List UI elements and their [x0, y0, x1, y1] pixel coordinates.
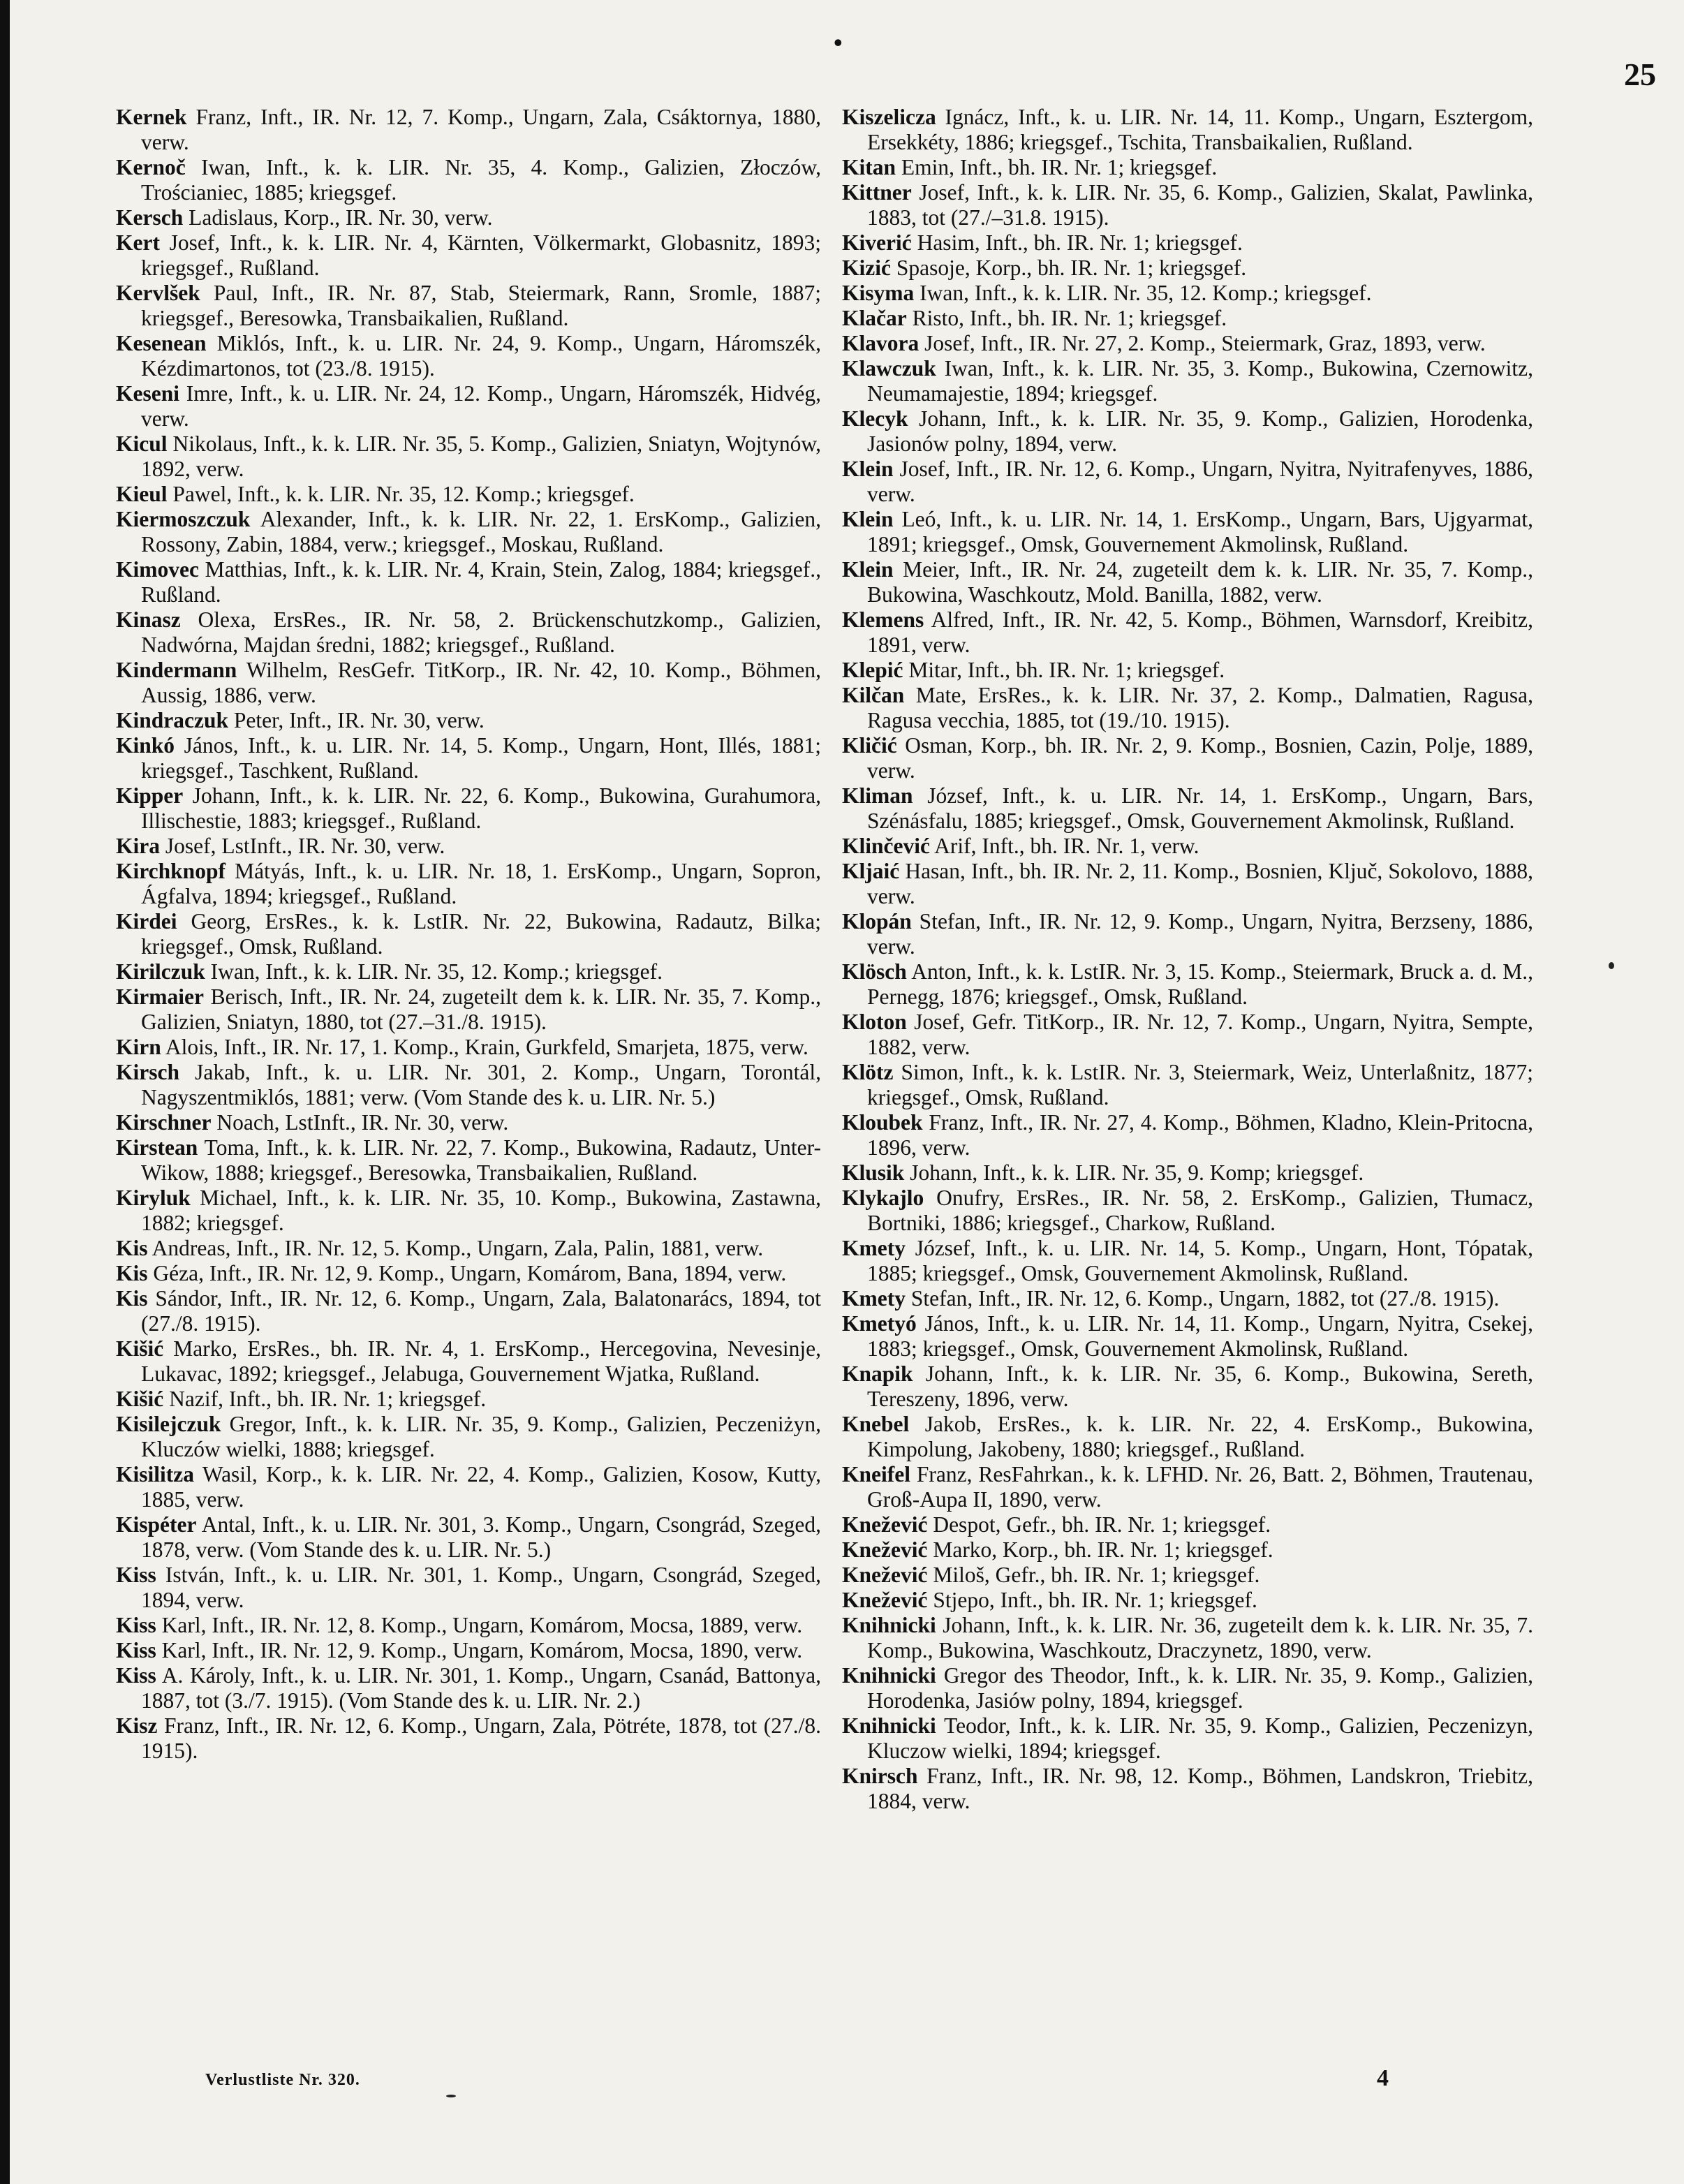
entry-details: Iwan, Inft., k. k. LIR. Nr. 35, 12. Komp.; kriegsgef.: [205, 959, 663, 984]
entry-surname: Kličić: [842, 733, 897, 758]
entry-details: Josef, Inft., k. k. LIR. Nr. 35, 6. Komp., Galizien, Skalat, Pawlinka, 1883, tot (27./–31.8. 1915).: [867, 180, 1533, 230]
left-column: [116, 105, 821, 1764]
entry-details: Mitar, Inft., bh. IR. Nr. 1; kriegsgef.: [903, 658, 1225, 682]
entry-surname: Kitan: [842, 155, 896, 179]
list-entry: [842, 607, 1533, 658]
list-entry: [116, 1286, 821, 1336]
entry-surname: Kinasz: [116, 607, 181, 632]
list-entry: [842, 1563, 1533, 1588]
list-entry: [842, 105, 1533, 155]
entry-details: Peter, Inft., IR. Nr. 30, verw.: [228, 708, 485, 732]
footer-signature-mark: 4: [1377, 2065, 1389, 2091]
entry-surname: Kiszelicza: [842, 105, 936, 129]
entry-surname: Kizić: [842, 256, 891, 280]
entry-details: Stjepo, Inft., bh. IR. Nr. 1; kriegsgef.: [927, 1588, 1257, 1612]
entry-surname: Kiryluk: [116, 1186, 191, 1210]
list-entry: [842, 1110, 1533, 1160]
entry-details: Sándor, Inft., IR. Nr. 12, 6. Komp., Ungarn, Zala, Balatonarács, 1894, tot (27./8. 1915).: [141, 1286, 821, 1336]
entry-details: Pawel, Inft., k. k. LIR. Nr. 35, 12. Komp.; kriegsgef.: [167, 482, 635, 506]
list-entry: [842, 557, 1533, 607]
list-entry: [842, 733, 1533, 783]
entry-surname: Kervlšek: [116, 281, 200, 305]
entry-details: A. Károly, Inft., k. u. LIR. Nr. 301, 1. Komp., Ungarn, Csanád, Battonya, 1887, tot (3./7. 1915). (Vom Stande des k. u. LIR. Nr. 2.): [141, 1663, 821, 1713]
entry-surname: Knežević: [842, 1537, 928, 1562]
list-entry: [842, 1713, 1533, 1764]
list-entry: [116, 205, 821, 230]
entry-details: Johann, Inft., k. k. LIR. Nr. 35, 9. Komp., Galizien, Horodenka, Jasionów polny, 1894, verw.: [867, 406, 1533, 456]
page-number: 25: [1624, 57, 1656, 92]
entry-details: Gregor des Theodor, Inft., k. k. LIR. Nr. 35, 9. Komp., Galizien, Horodenka, Jasiów polny, 1894, kriegsgef.: [867, 1663, 1533, 1713]
entry-details: Meier, Inft., IR. Nr. 24, zugeteilt dem k. k. LIR. Nr. 35, 7. Komp., Bukowina, Waschkoutz, Mold. Banilla, 1882, verw.: [867, 557, 1533, 607]
entry-surname: Klawczuk: [842, 356, 936, 381]
list-entry: [116, 708, 821, 733]
list-entry: [842, 1764, 1533, 1814]
list-entry: [116, 1613, 821, 1638]
list-entry: [116, 281, 821, 331]
entry-details: Josef, LstInft., IR. Nr. 30, verw.: [160, 834, 445, 858]
entry-details: Marko, Korp., bh. IR. Nr. 1; kriegsgef.: [927, 1537, 1273, 1562]
entry-surname: Kloton: [842, 1010, 907, 1034]
entry-details: Anton, Inft., k. k. LstIR. Nr. 3, 15. Komp., Steiermark, Bruck a. d. M., Pernegg, 1876; kriegsgef., Omsk, Rußland.: [867, 959, 1533, 1009]
entry-details: Alois, Inft., IR. Nr. 17, 1. Komp., Krain, Gurkfeld, Smarjeta, 1875, verw.: [161, 1035, 808, 1059]
list-entry: [842, 1588, 1533, 1613]
top-mark: •: [834, 29, 843, 57]
entry-surname: Keseni: [116, 381, 179, 406]
entry-surname: Knežević: [842, 1563, 928, 1587]
entry-details: Mate, ErsRes., k. k. LIR. Nr. 37, 2. Komp., Dalmatien, Ragusa, Ragusa vecchia, 1885, tot (19./10. 1915).: [867, 683, 1533, 732]
entry-details: Franz, Inft., IR. Nr. 27, 4. Komp., Böhmen, Kladno, Klein-Pritocna, 1896, verw.: [867, 1110, 1533, 1160]
entry-details: Paul, Inft., IR. Nr. 87, Stab, Steiermark, Rann, Sromle, 1887; kriegsgef., Beresowka, Transbaikalien, Rußland.: [141, 281, 821, 330]
list-entry: [842, 306, 1533, 331]
list-entry: [842, 406, 1533, 457]
entry-details: Franz, ResFahrkan., k. k. LFHD. Nr. 26, Batt. 2, Böhmen, Trautenau, Groß-Aupa II, 1890, verw.: [867, 1462, 1533, 1512]
entry-surname: Knežević: [842, 1512, 928, 1537]
entry-surname: Kmety: [842, 1286, 906, 1311]
entry-surname: Kiss: [116, 1638, 156, 1662]
entry-details: Risto, Inft., bh. IR. Nr. 1; kriegsgef.: [906, 306, 1227, 330]
list-entry: [116, 1663, 821, 1713]
entry-details: Iwan, Inft., k. k. LIR. Nr. 35, 12. Komp.; kriegsgef.: [914, 281, 1372, 305]
entry-surname: Kittner: [842, 180, 912, 205]
list-entry: [842, 256, 1533, 281]
entry-details: Johann, Inft., k. k. LIR. Nr. 35, 6. Komp., Bukowina, Sereth, Tereszeny, 1896, verw.: [867, 1362, 1533, 1411]
entry-details: Arif, Inft., bh. IR. Nr. 1, verw.: [929, 834, 1199, 858]
entry-details: Ignácz, Inft., k. u. LIR. Nr. 14, 11. Komp., Ungarn, Esztergom, Ersekkéty, 1886; kriegsgef., Tschita, Transbaikalien, Rußland.: [867, 105, 1533, 154]
list-entry: [842, 1311, 1533, 1362]
entry-details: Josef, Inft., IR. Nr. 27, 2. Komp., Steiermark, Graz, 1893, verw.: [919, 331, 1486, 355]
list-entry: [116, 105, 821, 155]
list-entry: [116, 1462, 821, 1512]
entry-surname: Klykajlo: [842, 1186, 924, 1210]
entry-details: Karl, Inft., IR. Nr. 12, 9. Komp., Ungarn, Komárom, Mocsa, 1890, verw.: [156, 1638, 803, 1662]
entry-surname: Klusik: [842, 1160, 905, 1185]
entry-details: Iwan, Inft., k. k. LIR. Nr. 35, 3. Komp., Bukowina, Czernowitz, Neumamajestie, 1894; kriegsgef.: [867, 356, 1533, 406]
entry-surname: Kis: [116, 1261, 148, 1285]
entry-surname: Kindermann: [116, 658, 237, 682]
list-entry: [116, 1713, 821, 1764]
list-entry: [116, 783, 821, 834]
list-entry: [842, 658, 1533, 683]
list-entry: [842, 783, 1533, 834]
entry-details: Osman, Korp., bh. IR. Nr. 2, 9. Komp., Bosnien, Cazin, Polje, 1889, verw.: [867, 733, 1533, 783]
list-entry: [116, 1135, 821, 1186]
entry-surname: Kernoč: [116, 155, 186, 179]
entry-surname: Klopán: [842, 909, 912, 934]
entry-details: Leó, Inft., k. u. LIR. Nr. 14, 1. ErsKomp., Ungarn, Bars, Ujgyarmat, 1891; kriegsgef., Omsk, Gouvernement Akmolinsk, Rußland.: [867, 507, 1533, 556]
list-entry: [116, 1035, 821, 1060]
entry-surname: Klein: [842, 557, 894, 582]
entry-surname: Kisilejczuk: [116, 1412, 221, 1436]
entry-details: Spasoje, Korp., bh. IR. Nr. 1; kriegsgef.: [890, 256, 1247, 280]
entry-surname: Kirmaier: [116, 984, 204, 1009]
list-entry: [116, 834, 821, 859]
list-entry: [842, 356, 1533, 406]
entry-details: József, Inft., k. u. LIR. Nr. 14, 5. Komp., Ungarn, Hont, Tópatak, 1885; kriegsgef., Omsk, Gouvernement Akmolinsk, Rußland.: [867, 1236, 1533, 1285]
entry-details: Nazif, Inft., bh. IR. Nr. 1; kriegsgef.: [163, 1387, 487, 1411]
entry-surname: Knapik: [842, 1362, 913, 1386]
entry-surname: Kis: [116, 1286, 148, 1311]
list-entry: [116, 1387, 821, 1412]
entry-surname: Kert: [116, 230, 160, 255]
list-entry: [116, 230, 821, 281]
entry-surname: Kiss: [116, 1613, 156, 1637]
list-entry: [842, 281, 1533, 306]
list-entry: [842, 683, 1533, 733]
entry-details: Karl, Inft., IR. Nr. 12, 8. Komp., Ungarn, Komárom, Mocsa, 1889, verw.: [156, 1613, 803, 1637]
entry-details: Georg, ErsRes., k. k. LstIR. Nr. 22, Bukowina, Radautz, Bilka; kriegsgef., Omsk, Rußland.: [141, 909, 821, 959]
list-entry: [116, 1336, 821, 1387]
entry-surname: Kneifel: [842, 1462, 910, 1486]
entry-details: Andreas, Inft., IR. Nr. 12, 5. Komp., Ungarn, Zala, Palin, 1881, verw.: [147, 1236, 764, 1260]
entry-surname: Kisyma: [842, 281, 915, 305]
list-entry: [116, 1110, 821, 1135]
entry-details: Franz, Inft., IR. Nr. 98, 12. Komp., Böhmen, Landskron, Triebitz, 1884, verw.: [867, 1764, 1533, 1813]
entry-details: Gregor, Inft., k. k. LIR. Nr. 35, 9. Komp., Galizien, Peczeniżyn, Kluczów wielki, 1888; kriegsgef.: [141, 1412, 821, 1461]
list-entry: [842, 155, 1533, 180]
list-entry: [842, 457, 1533, 507]
entry-surname: Kiermoszczuk: [116, 507, 251, 531]
list-entry: [842, 834, 1533, 859]
entry-surname: Kirchknopf: [116, 859, 226, 883]
entry-surname: Kira: [116, 834, 160, 858]
entry-details: Stefan, Inft., IR. Nr. 12, 6. Komp., Ungarn, 1882, tot (27./8. 1915).: [905, 1286, 1500, 1311]
entry-surname: Kišić: [116, 1336, 164, 1361]
entry-details: Berisch, Inft., IR. Nr. 24, zugeteilt dem k. k. LIR. Nr. 35, 7. Komp., Galizien, Sniatyn, 1880, tot (27.–31./8. 1915).: [141, 984, 821, 1034]
entry-surname: Kiss: [116, 1663, 156, 1688]
entry-details: Michael, Inft., k. k. LIR. Nr. 35, 10. Komp., Bukowina, Zastawna, 1882; kriegsgef.: [141, 1186, 821, 1235]
entry-details: Johann, Inft., k. k. LIR. Nr. 36, zugeteilt dem k. k. LIR. Nr. 35, 7. Komp., Bukowina, Waschkoutz, Draczynetz, 1890, verw.: [867, 1613, 1533, 1662]
list-entry: [842, 1060, 1533, 1110]
entry-surname: Knežević: [842, 1588, 928, 1612]
entry-surname: Klösch: [842, 959, 907, 984]
entry-surname: Kiss: [116, 1563, 156, 1587]
entry-details: Marko, ErsRes., bh. IR. Nr. 4, 1. ErsKomp., Hercegovina, Nevesinje, Lukavac, 1892; kriegsgef., Jelabuga, Gouvernement Wjatka, Rußland.: [141, 1336, 821, 1386]
entry-surname: Kloubek: [842, 1110, 923, 1135]
entry-surname: Klein: [842, 507, 894, 531]
list-entry: [842, 1613, 1533, 1663]
entry-details: Josef, Inft., IR. Nr. 12, 6. Komp., Ungarn, Nyitra, Nyitrafenyves, 1886, verw.: [867, 457, 1533, 506]
entry-surname: Kljaić: [842, 859, 900, 883]
list-entry: [116, 331, 821, 381]
list-entry: [842, 1286, 1533, 1311]
list-entry: [842, 1186, 1533, 1236]
entry-details: Noach, LstInft., IR. Nr. 30, verw.: [211, 1110, 509, 1135]
entry-surname: Kindraczuk: [116, 708, 229, 732]
entry-details: Josef, Inft., k. k. LIR. Nr. 4, Kärnten, Völkermarkt, Globasnitz, 1893; kriegsgef., Rußland.: [141, 230, 821, 280]
entry-surname: Knihnicki: [842, 1613, 936, 1637]
list-entry: [842, 1362, 1533, 1412]
list-entry: [116, 1186, 821, 1236]
list-entry: [842, 909, 1533, 959]
entry-details: Miklós, Inft., k. u. LIR. Nr. 24, 9. Komp., Ungarn, Háromszék, Kézdimartonos, tot (23./8. 1915).: [141, 331, 821, 381]
list-entry: [842, 180, 1533, 230]
entry-details: Simon, Inft., k. k. LstIR. Nr. 3, Steiermark, Weiz, Unterlaßnitz, 1877; kriegsgef., Omsk, Rußland.: [867, 1060, 1533, 1109]
entry-surname: Kirdei: [116, 909, 177, 934]
entry-details: János, Inft., k. u. LIR. Nr. 14, 11. Komp., Ungarn, Nyitra, Csekej, 1883; kriegsgef., Omsk, Gouvernement Akmolinsk, Rußland.: [867, 1311, 1533, 1361]
entry-details: Stefan, Inft., IR. Nr. 12, 9. Komp., Ungarn, Nyitra, Berzseny, 1886, verw.: [867, 909, 1533, 959]
entry-surname: Kinkó: [116, 733, 175, 758]
entry-details: Mátyás, Inft., k. u. LIR. Nr. 18, 1. ErsKomp., Ungarn, Sopron, Ágfalva, 1894; kriegsgef., Rußland.: [141, 859, 821, 908]
entry-details: Emin, Inft., bh. IR. Nr. 1; kriegsgef.: [896, 155, 1218, 179]
entry-details: János, Inft., k. u. LIR. Nr. 14, 5. Komp., Ungarn, Hont, Illés, 1881; kriegsgef., Taschkent, Rußland.: [141, 733, 821, 783]
entry-details: Antal, Inft., k. u. LIR. Nr. 301, 3. Komp., Ungarn, Csongrád, Szeged, 1878, verw. (Vom Stande des k. u. LIR. Nr. 5.): [141, 1512, 821, 1562]
list-entry: [116, 1638, 821, 1663]
entry-details: Jakab, Inft., k. u. LIR. Nr. 301, 2. Komp., Ungarn, Torontál, Nagyszentmiklós, 1881; verw. (Vom Stande des k. u. LIR. Nr. 5.): [141, 1060, 821, 1109]
entry-surname: Kisz: [116, 1713, 158, 1738]
list-entry: [116, 1060, 821, 1110]
entry-details: Matthias, Inft., k. k. LIR. Nr. 4, Krain, Stein, Zalog, 1884; kriegsgef., Rußland.: [141, 557, 821, 607]
list-entry: [116, 984, 821, 1035]
entry-surname: Kisilitza: [116, 1462, 194, 1486]
entry-details: Olexa, ErsRes., IR. Nr. 58, 2. Brückenschutzkomp., Galizien, Nadwórna, Majdan średni, 1882; kriegsgef., Rußland.: [141, 607, 821, 657]
list-entry: [842, 1663, 1533, 1713]
list-entry: [116, 733, 821, 783]
entry-details: Despot, Gefr., bh. IR. Nr. 1; kriegsgef.: [927, 1512, 1271, 1537]
entry-surname: Kirsch: [116, 1060, 179, 1084]
list-entry: [116, 155, 821, 205]
entry-details: Wasil, Korp., k. k. LIR. Nr. 22, 4. Komp., Galizien, Kosow, Kutty, 1885, verw.: [141, 1462, 821, 1512]
entry-details: Hasan, Inft., bh. IR. Nr. 2, 11. Komp., Bosnien, Ključ, Sokolovo, 1888, verw.: [867, 859, 1533, 908]
entry-surname: Kirschner: [116, 1110, 212, 1135]
entry-surname: Kis: [116, 1236, 148, 1260]
entry-details: Miloš, Gefr., bh. IR. Nr. 1; kriegsgef.: [927, 1563, 1260, 1587]
entry-details: István, Inft., k. u. LIR. Nr. 301, 1. Komp., Ungarn, Csongrád, Szeged, 1894, verw.: [141, 1563, 821, 1612]
list-entry: [842, 1010, 1533, 1060]
entry-surname: Kišić: [116, 1387, 164, 1411]
entry-surname: Klötz: [842, 1060, 894, 1084]
entry-surname: Kernek: [116, 105, 187, 129]
entry-surname: Knihnicki: [842, 1663, 936, 1688]
list-entry: [116, 1512, 821, 1563]
entry-details: Toma, Inft., k. k. LIR. Nr. 22, 7. Komp., Bukowina, Radautz, Unter-Wikow, 1888; kriegsgef., Beresowka, Transbaikalien, Rußland.: [141, 1135, 821, 1185]
entry-surname: Klačar: [842, 306, 907, 330]
entry-surname: Klinčević: [842, 834, 930, 858]
list-entry: [116, 507, 821, 557]
entry-details: Wilhelm, ResGefr. TitKorp., IR. Nr. 42, 10. Komp., Böhmen, Aussig, 1886, verw.: [141, 658, 821, 707]
list-entry: [842, 959, 1533, 1010]
entry-surname: Kimovec: [116, 557, 199, 582]
entry-surname: Kesenean: [116, 331, 207, 355]
list-entry: [116, 1563, 821, 1613]
list-entry: [116, 909, 821, 959]
scan-speck: [1609, 962, 1614, 969]
list-entry: [116, 607, 821, 658]
entry-details: Teodor, Inft., k. k. LIR. Nr. 35, 9. Komp., Galizien, Peczenizyn, Kluczow wielki, 1894; kriegsgef.: [867, 1713, 1533, 1763]
right-column: [842, 105, 1533, 1814]
entry-surname: Knebel: [842, 1412, 910, 1436]
scan-speck: [446, 2095, 456, 2097]
list-entry: [842, 331, 1533, 356]
entry-details: József, Inft., k. u. LIR. Nr. 14, 1. ErsKomp., Ungarn, Bars, Szénásfalu, 1885; kriegsgef., Omsk, Gouvernement Akmolinsk, Rußland.: [867, 783, 1533, 833]
entry-surname: Klavora: [842, 331, 919, 355]
entry-details: Jakob, ErsRes., k. k. LIR. Nr. 22, 4. ErsKomp., Bukowina, Kimpolung, Jakobeny, 1880; kriegsgef., Rußland.: [867, 1412, 1533, 1461]
entry-surname: Kliman: [842, 783, 913, 808]
entry-surname: Kmetyó: [842, 1311, 917, 1336]
entry-surname: Kirn: [116, 1035, 161, 1059]
entry-details: Josef, Gefr. TitKorp., IR. Nr. 12, 7. Komp., Ungarn, Nyitra, Sempte, 1882, verw.: [867, 1010, 1533, 1059]
entry-surname: Kirstean: [116, 1135, 198, 1160]
entry-surname: Kicul: [116, 431, 168, 456]
list-entry: [842, 1160, 1533, 1186]
entry-surname: Klecyk: [842, 406, 908, 431]
entry-surname: Kispéter: [116, 1512, 197, 1537]
entry-surname: Kilčan: [842, 683, 905, 707]
entry-details: Alfred, Inft., IR. Nr. 42, 5. Komp., Böhmen, Warnsdorf, Kreibitz, 1891, verw.: [867, 607, 1533, 657]
entry-details: Franz, Inft., IR. Nr. 12, 6. Komp., Ungarn, Zala, Pötréte, 1878, tot (27./8. 1915).: [141, 1713, 821, 1763]
entry-details: Onufry, ErsRes., IR. Nr. 58, 2. ErsKomp., Galizien, Tłumacz, Bortniki, 1886; kriegsgef., Charkow, Rußland.: [867, 1186, 1533, 1235]
list-entry: [842, 507, 1533, 557]
entry-details: Johann, Inft., k. k. LIR. Nr. 35, 9. Komp; kriegsgef.: [904, 1160, 1364, 1185]
list-entry: [116, 1412, 821, 1462]
entry-surname: Klepić: [842, 658, 903, 682]
list-entry: [116, 1236, 821, 1261]
list-entry: [842, 859, 1533, 909]
entry-details: Nikolaus, Inft., k. k. LIR. Nr. 35, 5. Komp., Galizien, Sniatyn, Wojtynów, 1892, verw.: [141, 431, 821, 481]
list-entry: [842, 1512, 1533, 1537]
list-entry: [116, 482, 821, 507]
list-entry: [116, 959, 821, 984]
list-entry: [116, 658, 821, 708]
list-entry: [842, 1236, 1533, 1286]
list-entry: [842, 1412, 1533, 1462]
list-entry: [842, 230, 1533, 256]
entry-surname: Kmety: [842, 1236, 906, 1260]
entry-surname: Knirsch: [842, 1764, 918, 1788]
entry-details: Imre, Inft., k. u. LIR. Nr. 24, 12. Komp., Ungarn, Háromszék, Hidvég, verw.: [141, 381, 821, 431]
list-entry: [116, 381, 821, 431]
list-entry: [842, 1537, 1533, 1563]
entry-details: Ladislaus, Korp., IR. Nr. 30, verw.: [183, 205, 493, 230]
list-entry: [116, 557, 821, 607]
entry-details: Géza, Inft., IR. Nr. 12, 9. Komp., Ungarn, Komárom, Bana, 1894, verw.: [147, 1261, 787, 1285]
entry-surname: Kirilczuk: [116, 959, 205, 984]
entry-details: Johann, Inft., k. k. LIR. Nr. 22, 6. Komp., Bukowina, Gurahumora, Illischestie, 1883; kriegsgef., Rußland.: [141, 783, 821, 833]
footer-list-number: Verlustliste Nr. 320.: [205, 2071, 360, 2089]
list-entry: [842, 1462, 1533, 1512]
list-entry: [116, 431, 821, 482]
entry-surname: Kersch: [116, 205, 184, 230]
entry-details: Hasim, Inft., bh. IR. Nr. 1; kriegsgef.: [911, 230, 1243, 255]
list-entry: [116, 1261, 821, 1286]
entry-surname: Knihnicki: [842, 1713, 936, 1738]
entry-details: Iwan, Inft., k. k. LIR. Nr. 35, 4. Komp., Galizien, Złoczów, Trościaniec, 1885; kriegsgef.: [141, 155, 821, 205]
entry-surname: Kiverić: [842, 230, 912, 255]
list-entry: [116, 859, 821, 909]
entry-surname: Klemens: [842, 607, 924, 632]
entry-surname: Kieul: [116, 482, 168, 506]
entry-surname: Kipper: [116, 783, 184, 808]
entry-details: Alexander, Inft., k. k. LIR. Nr. 22, 1. ErsKomp., Galizien, Rossony, Zabin, 1884, verw.; kriegsgef., Moskau, Rußland.: [141, 507, 821, 556]
entry-surname: Klein: [842, 457, 894, 481]
entry-details: Franz, Inft., IR. Nr. 12, 7. Komp., Ungarn, Zala, Csáktornya, 1880, verw.: [141, 105, 821, 154]
